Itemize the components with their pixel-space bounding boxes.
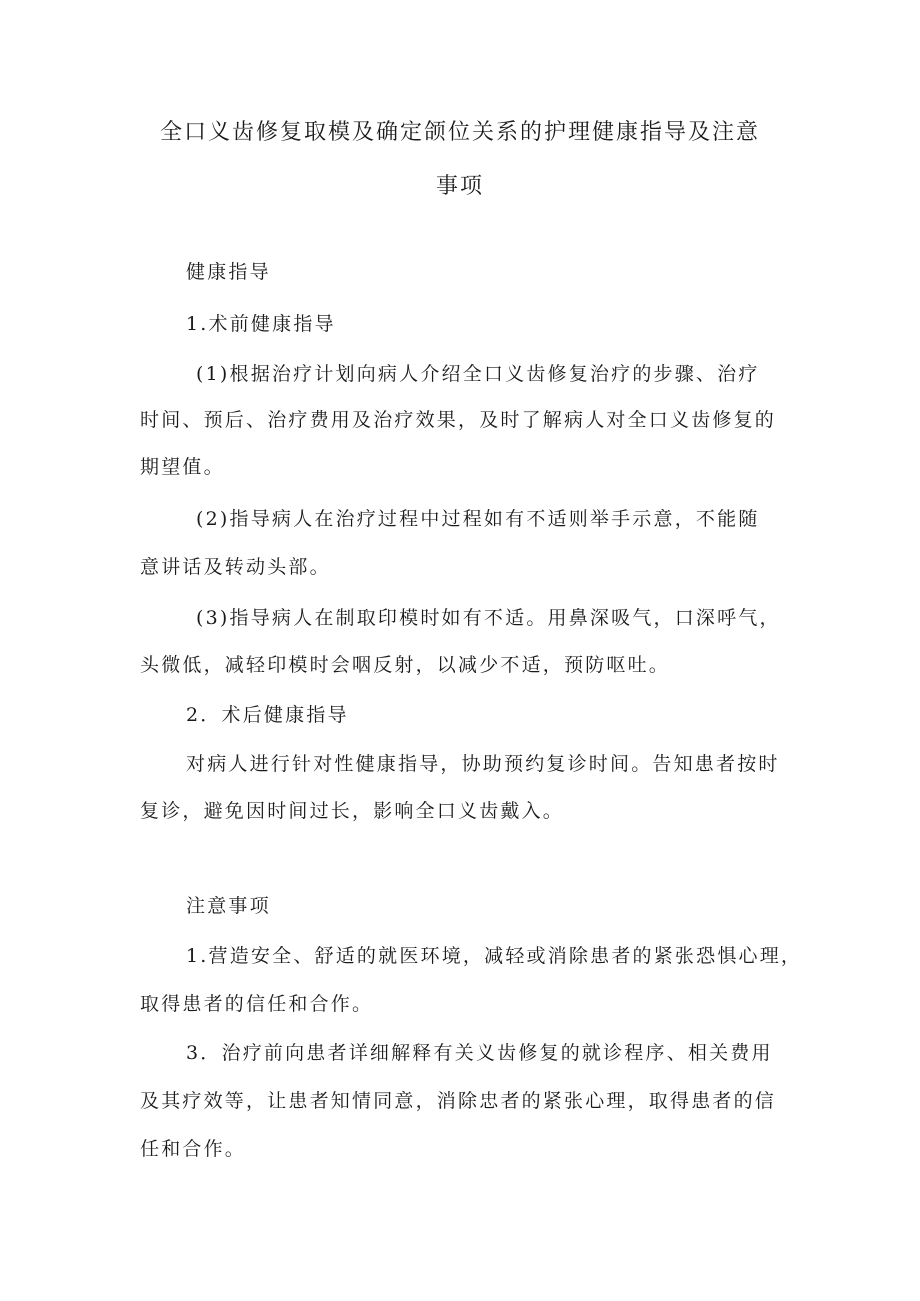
title-line-2: 事项 [435, 174, 484, 199]
precaution-item1-line2: 取得患者的信任和合作。 [140, 993, 374, 1015]
pre-op-item1-line3: 期望值。 [140, 456, 225, 478]
precaution-item3-line2: 及其疗效等，让患者知情同意，消除忠者的紧张心理，取得患者的信 [140, 1090, 777, 1112]
pre-op-item1-line1: (1)根据治疗计划向病人介绍全口义齿修复治疗的步骤、治疗 [196, 363, 760, 385]
pre-op-item2-line1: (2)指导病人在治疗过程中过程如有不适则举手示意，不能随 [196, 508, 760, 530]
section-heading-precautions: 注意事项 [186, 895, 271, 917]
post-op-line2: 复诊，避免因时间过长，影响全口义齿戴入。 [140, 800, 565, 822]
pre-op-item3-line1: (3)指导病人在制取印模时如有不适。用鼻深吸气，口深呼气， [196, 607, 781, 629]
subheading-pre-op: 1.术前健康指导 [186, 313, 336, 335]
precaution-item3-line3: 任和合作。 [140, 1138, 247, 1160]
post-op-line1: 对病人进行针对性健康指导，协助预约复诊时间。告知患者按时 [186, 753, 780, 775]
section-heading-health-guidance: 健康指导 [186, 261, 271, 283]
pre-op-item2-line2: 意讲话及转动头部。 [140, 556, 331, 578]
precaution-item3-line1: 3．治疗前向患者详细解释有关义齿修复的就诊程序、相关费用 [186, 1042, 773, 1064]
document-title [140, 106, 780, 214]
pre-op-item3-line2: 头微低，减轻印模时会咽反射，以减少不适，预防呕吐。 [140, 654, 671, 676]
title-line-1: 全口义齿修复取模及确定颌位关系的护理健康指导及注意 [159, 120, 760, 145]
precaution-item1-line1: 1.营造安全、舒适的就医环境，减轻或消除患者的紧张恐惧心理， [186, 945, 803, 967]
pre-op-item1-line2: 时间、预后、治疗费用及治疗效果，及时了解病人对全口义齿修复的 [140, 409, 777, 431]
subheading-post-op: 2．术后健康指导 [186, 704, 349, 726]
